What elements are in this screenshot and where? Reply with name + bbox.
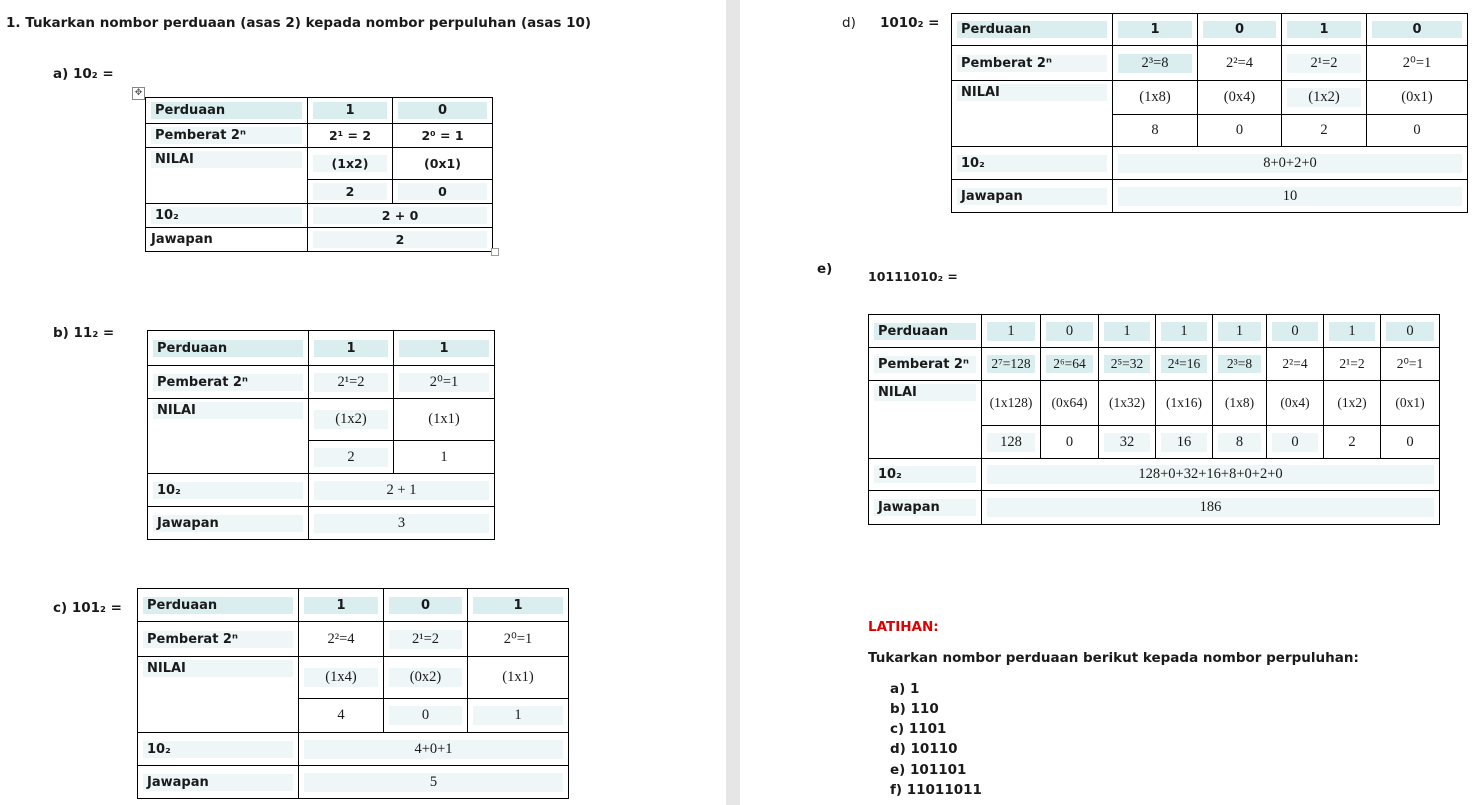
- latihan-heading: LATIHAN:: [868, 619, 939, 635]
- table-move-handle-icon[interactable]: ✥: [132, 87, 145, 100]
- part-d-table: Perduaan 1 0 1 0 Pemberat 2ⁿ 2³=8 2²=4 2¹=2 2⁰=1 NILAI (1x8) (0x4) (1x2) (0x1) 8 0 2 0 10₂ 8+0+2+0 Jawapan 10: [951, 13, 1468, 213]
- digit: 1: [313, 102, 387, 119]
- table-resize-handle[interactable]: [491, 248, 499, 256]
- part-c-table: Perduaan 1 0 1 Pemberat 2ⁿ 2²=4 2¹=2 2⁰=1 NILAI (1x4) (0x2) (1x1) 4 0 1 10₂ 4+0+1 Jawapan 5: [137, 588, 569, 799]
- exercise-item: e) 101101: [890, 762, 967, 778]
- exercise-item: b) 110: [890, 701, 939, 717]
- part-e-number: 10111010₂ =: [868, 269, 958, 284]
- part-a-label: a) 10₂ =: [53, 66, 114, 82]
- part-e-label: e): [817, 261, 833, 277]
- question-title: 1. Tukarkan nombor perduaan (asas 2) kepada nombor perpuluhan (asas 10): [6, 15, 592, 31]
- part-d-label: d): [842, 15, 856, 31]
- part-b-table: Perduaan 1 1 Pemberat 2ⁿ 2¹=2 2⁰=1 NILAI (1x2) (1x1) 2 1 10₂ 2 + 1 Jawapan 3: [147, 330, 495, 540]
- part-e-table: Perduaan 1 0 1 1 1 0 1 0 Pemberat 2ⁿ 2⁷=128 2⁶=64 2⁵=32 2⁴=16 2³=8 2²=4 2¹=2 2⁰=1 NILAI (1x128) (0x64) (1x32) (1x16) (1x8) (0x4) (1x2) (0x1) 128 0 32 16 8 0 2 0 10₂ 128+0+32+16+8+0+2+0 Jawapan 186: [868, 314, 1440, 525]
- weight: 2⁰ = 1: [393, 124, 493, 148]
- digit: 0: [398, 102, 487, 119]
- page-gap: [726, 0, 740, 805]
- part-d-number: 1010₂ =: [880, 15, 940, 31]
- exercise-item: a) 1: [890, 681, 920, 697]
- weight: 2¹ = 2: [308, 124, 393, 148]
- exercise-item: c) 1101: [890, 721, 947, 737]
- exercise-item: d) 10110: [890, 741, 958, 757]
- exercise-item: f) 11011011: [890, 782, 982, 798]
- part-c-label: c) 101₂ =: [53, 600, 122, 616]
- part-a-table: Perduaan 1 0 Pemberat 2ⁿ 2¹ = 2 2⁰ = 1 NILAI (1x2) (0x1) 2 0 10₂ 2 + 0 Jawapan 2: [145, 97, 493, 252]
- part-b-label: b) 11₂ =: [53, 325, 115, 341]
- latihan-instruction: Tukarkan nombor perduaan berikut kepada nombor perpuluhan:: [868, 650, 1359, 666]
